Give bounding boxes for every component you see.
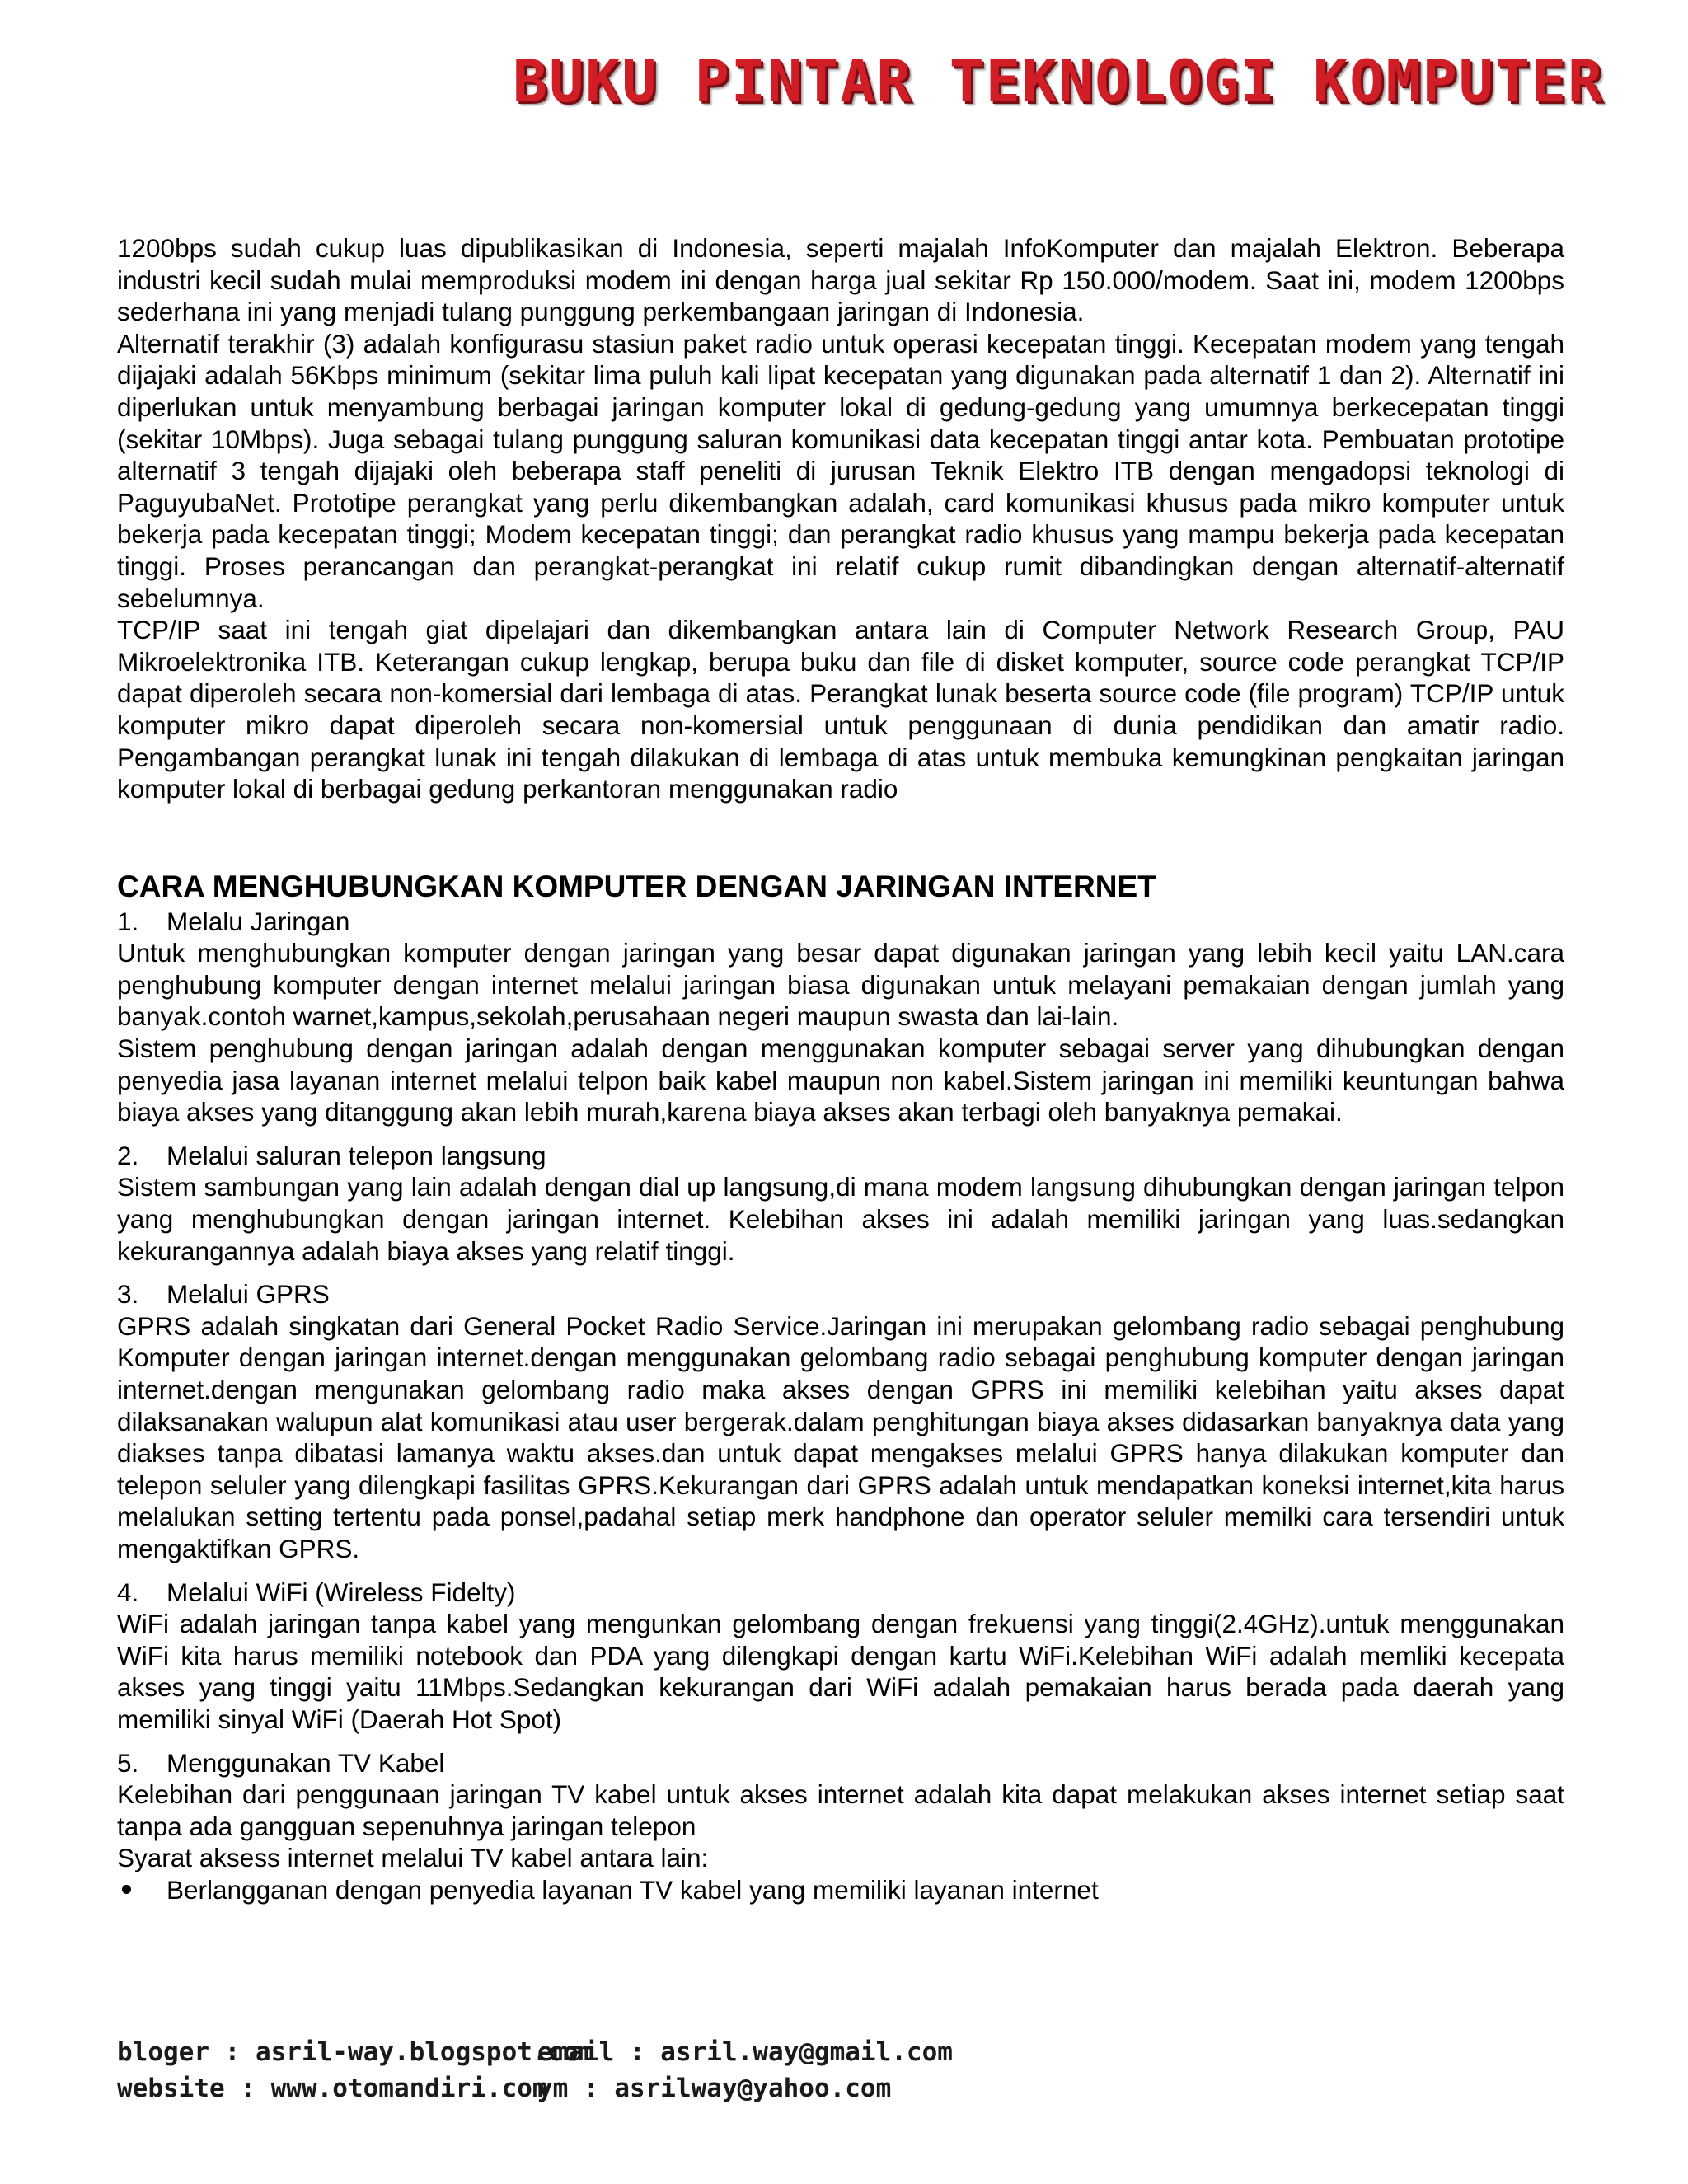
document-body [117,232,1564,1906]
bullet-icon [117,1874,166,1906]
list-item-title: Melalui saluran telepon langsung [166,1140,546,1170]
item-paragraph: Syarat aksess internet melalui TV kabel antara lain: [117,1843,709,1873]
bullet-list-item [117,1874,1564,1906]
list-item-title: Melalu Jaringan [166,906,350,936]
list-number: 1. [117,906,139,936]
list-item-title: Melalui GPRS [166,1279,330,1310]
list-number: 5. [117,1747,139,1778]
list-number: 3. [117,1279,139,1310]
footer-email: email : asril.way@gmail.com [537,2037,953,2067]
list-number: 2. [117,1140,139,1170]
section-heading: CARA MENGHUBUNGKAN KOMPUTER DENGAN JARINGAN INTERNET [117,869,1156,903]
list-item-title: Menggunakan TV Kabel [166,1747,445,1778]
list-item-heading [117,1278,1564,1310]
list-item-heading [117,1747,1564,1779]
list-item-heading [117,1577,1564,1609]
item-paragraph: Untuk menghubungkan komputer dengan jaringan yang besar dapat digunakan jaringan yang lebih kecil yaitu LAN.cara penghubung komputer dengan internet melalui jaringan biasa digunakan untuk melayani pemakaian dengan jumlah yang banyak.contoh warnet,kampus,sekolah,perusahaan negeri maupun swasta dan lai-lain. [117,938,1564,1032]
item-paragraph: Sistem sambungan yang lain adalah dengan dial up langsung,di mana modem langsung dihubungkan dengan jaringan telpon yang menghubungkan dengan jaringan internet. Kelebihan akses ini adalah memiliki jaringan yang luas.sedangkan kekurangannya adalah biaya akses yang relatif tinggi. [117,1172,1564,1266]
document-header-title: BUKU PINTAR TEKNOLOGI KOMPUTER [513,48,1605,115]
body-paragraph: TCP/IP saat ini tengah giat dipelajari dan dikembangkan antara lain di Computer Network Research Group, PAU Mikroelektronika ITB. Keterangan cukup lengkap, berupa buku dan file di disket komputer, source code perangkat TCP/IP dapat diperoleh secara non-komersial dari lembaga di atas. Perangkat lunak beserta source code (file program) TCP/IP untuk komputer mikro dapat diperoleh secara non-komersial untuk penggunaan di dunia pendidikan dan amatir radio. Pengambangan perangkat lunak ini tengah dilakukan di lembaga di atas untuk membuka kemungkinan pengkaitan jaringan komputer lokal di berbagai gedung perkantoran menggunakan radio [117,615,1564,804]
list-item-title: Melalui WiFi (Wireless Fidelty) [166,1577,516,1607]
body-paragraph: Alternatif terakhir (3) adalah konfigurasu stasiun paket radio untuk operasi kecepatan tinggi. Kecepatan modem yang tengah dijajaki adalah 56Kbps minimum (sekitar lima puluh kali lipat kecepatan yang digunakan pada alternatif 1 dan 2). Alternatif ini diperlukan untuk menyambung berbagai jaringan komputer lokal di gedung-gedung yang umumnya berkecepatan tinggi (sekitar 10Mbps). Juga sebagai tulang punggung saluran komunikasi data kecepatan tinggi antar kota. Pembuatan prototipe alternatif 3 tengah dijajaki oleh beberapa staff peneliti di jurusan Teknik Elektro ITB dengan mengadopsi teknologi di PaguyubaNet. Prototipe perangkat yang perlu dikembangkan adalah, card komunikasi khusus pada mikro komputer untuk bekerja pada kecepatan tinggi; Modem kecepatan tinggi; dan perangkat radio khusus yang mampu bekerja pada kecepatan tinggi. Proses perancangan dan perangkat-perangkat ini relatif cukup rumit dibandingkan dengan alternatif-alternatif sebelumnya. [117,328,1564,613]
item-paragraph: Sistem penghubung dengan jaringan adalah dengan menggunakan komputer sebagai server yang dihubungkan dengan penyedia jasa layanan internet melalui telpon baik kabel maupun non kabel.Sistem jaringan ini memiliki keuntungan bahwa biaya akses yang ditanggung akan lebih murah,karena biaya akses akan terbagi oleh banyaknya pemakai. [117,1033,1564,1127]
item-paragraph: GPRS adalah singkatan dari General Pocket Radio Service.Jaringan ini merupakan gelombang radio sebagai penghubung Komputer dengan jaringan internet.dengan menggunakan gelombang radio sebagai penghubung komputer dengan jaringan internet.dengan mengunakan gelombang radio maka akses dengan GPRS ini memiliki kelebihan yaitu akses dapat dilaksanakan walupun alat komunikasi atau user bergerak.dalam penghitungan biaya akses didasarkan banyaknya data yang diakses tanpa dibatasi lamanya waktu akses.dan untuk dapat mengakses melalui GPRS hanya dilakukan komputer dan telepon seluler yang dilengkapi fasilitas GPRS.Kekurangan dari GPRS adalah untuk mendapatkan koneksi internet,kita harus melalukan setting tertentu pada ponsel,padahal setiap merk handphone dan operator seluler memilki cara tersendiri untuk mengaktifkan GPRS. [117,1310,1564,1563]
list-number: 4. [117,1577,139,1607]
list-item-heading [117,906,1564,938]
body-paragraph: 1200bps sudah cukup luas dipublikasikan di Indonesia, seperti majalah InfoKomputer dan majalah Elektron. Beberapa industri kecil sudah mulai memproduksi modem ini dengan harga jual sekitar Rp 150.000/modem. Saat ini, modem 1200bps sederhana ini yang menjadi tulang punggung perkembangaan jaringan di Indonesia. [117,233,1564,327]
footer-ym: ym : asrilway@yahoo.com [537,2074,892,2103]
item-paragraph: WiFi adalah jaringan tanpa kabel yang mengunkan gelombang dengan frekuensi yang tinggi(2.4GHz).untuk menggunakan WiFi kita harus memiliki notebook dan PDA yang dilengkapi dengan kartu WiFi.Kelebihan WiFi adalah memliki kecepata akses yang tinggi yaitu 11Mbps.Sedangkan kekurangan dari WiFi adalah pemakaian harus berada pada daerah yang memiliki sinyal WiFi (Daerah Hot Spot) [117,1609,1564,1734]
list-item-heading [117,1140,1564,1172]
item-paragraph: Kelebihan dari penggunaan jaringan TV kabel untuk akses internet adalah kita dapat melakukan akses internet setiap saat tanpa ada gangguan sepenuhnya jaringan telepon [117,1779,1564,1841]
bullet-text: Berlangganan dengan penyedia layanan TV kabel yang memiliki layanan internet [166,1874,1099,1905]
footer-website: website : www.otomandiri.com [117,2074,548,2103]
footer-blog: bloger : asril-way.blogspot.com [117,2037,594,2067]
